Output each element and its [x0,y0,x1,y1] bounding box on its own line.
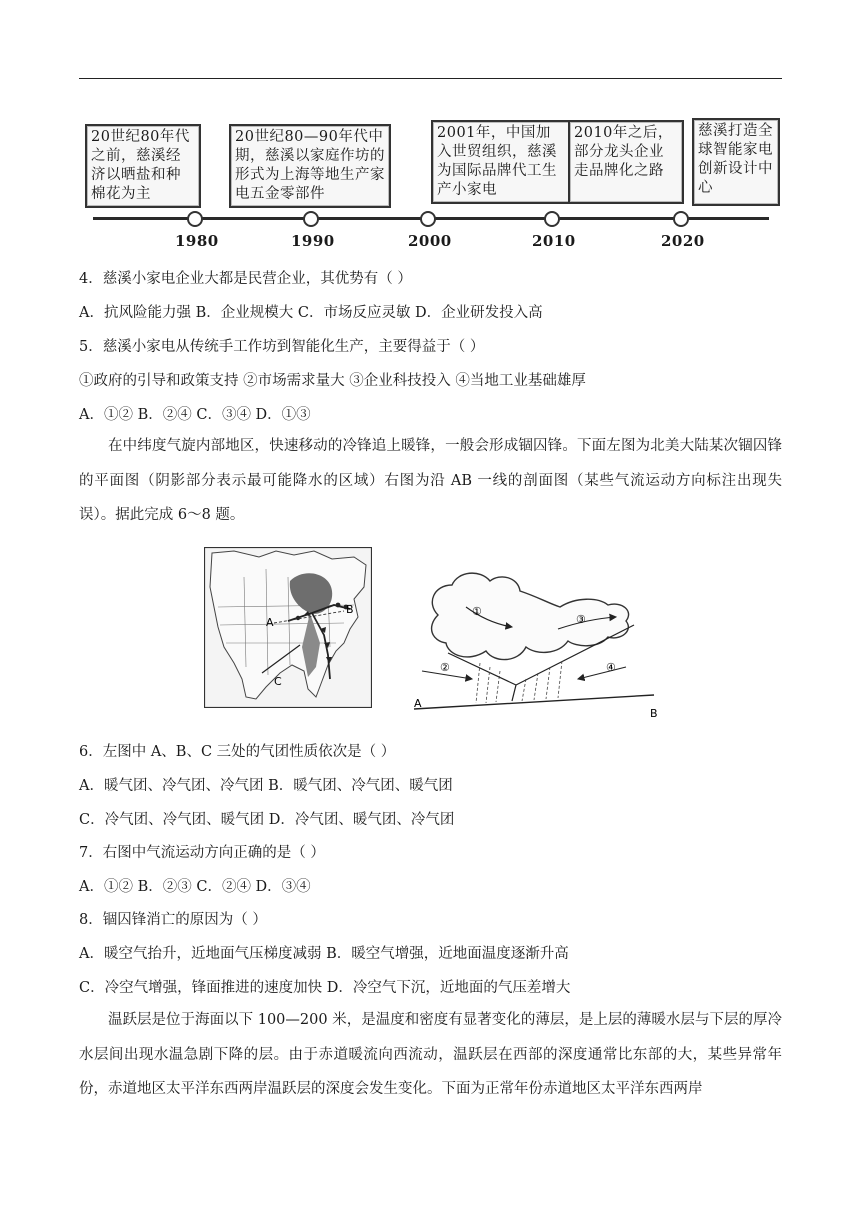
timeline-year: 2020 [661,232,705,250]
rain-hatching [476,661,562,703]
timeline-event-2000: 2001年，中国加入世贸组织，慈溪为国际品牌代工生产小家电 [431,120,571,204]
header-rule [79,78,782,79]
marker-3: ③ [576,613,586,626]
question-7-stem: 7．右图中气流运动方向正确的是（ ） [79,845,325,861]
timeline-event-2020: 慈溪打造全球智能家电创新设计中心 [692,118,780,206]
passage-thermocline: 温跃层是位于海面以下 100—200 米，是温度和密度有显著变化的薄层，是上层的薄暖水层与下层的厚冷水层间出现水温急剧下降的层。由于赤道暖流向西流动，温跃层在西部的深度通常比东部的大，某些异常年份，赤道地区太平洋东西两岸温跃层的深度会发生变化。下面为正常年份赤道地区太平洋东西两岸 [79,1012,782,1097]
cross-section-figure [408,545,663,721]
map-label-c: C [274,675,282,688]
front-base [512,685,516,701]
cloud-outline [432,573,629,659]
timeline-node [303,211,319,227]
timeline-node [673,211,689,227]
question-6-stem: 6．左图中 A、B、C 三处的气团性质依次是（ ） [79,744,396,760]
timeline-year: 2000 [408,232,452,250]
timeline-year: 1980 [175,232,219,250]
question-4-options: A．抗风险能力强 B．企业规模大 C．市场反应灵敏 D．企业研发投入高 [79,305,543,321]
section-label-b: B [650,707,658,720]
question-5-stem: 5．慈溪小家电从传统手工作坊到智能化生产，主要得益于（ ） [79,339,485,355]
timeline-node [544,211,560,227]
passage-occluded-front: 在中纬度气旋内部地区，快速移动的冷锋追上暖锋，一般会形成锢囚锋。下面左图为北美大陆某次锢囚锋的平面图（阴影部分表示最可能降水的区域）右图为沿 AB 一线的剖面图（某些气流运动方向标注出现失误）。据此完成 6～8 题。 [79,438,782,523]
marker-4: ④ [606,661,616,674]
timeline-event-2010: 2010年之后，部分龙头企业走品牌化之路 [568,120,684,204]
timeline-year: 1990 [291,232,335,250]
timeline-event-1980: 20世纪80年代之前，慈溪经济以晒盐和种棉花为主 [85,124,201,208]
marker-1: ① [472,605,482,618]
timeline-year: 2010 [532,232,576,250]
timeline-figure [79,110,782,252]
map-label-a: A [266,616,274,629]
question-8-options-2: C．冷空气增强，锋面推进的速度加快 D．冷空气下沉，近地面的气压差增大 [79,980,571,996]
timeline-node [187,211,203,227]
timeline-node [420,211,436,227]
timeline-event-1990: 20世纪80—90年代中期，慈溪以家庭作坊的形式为上海等地生产家电五金零部件 [229,124,391,208]
section-label-a: A [414,697,422,710]
marker-2: ② [440,661,450,674]
question-8-options-1: A．暖空气抬升，近地面气压梯度减弱 B．暖空气增强，近地面温度逐渐升高 [79,946,569,962]
question-6-options-2: C．冷气团、冷气团、暖气团 D．冷气团、暖气团、冷气团 [79,812,455,828]
question-8-stem: 8．锢囚锋消亡的原因为（ ） [79,912,267,928]
question-6-options-1: A．暖气团、冷气团、冷气团 B．暖气团、冷气团、暖气团 [79,778,453,794]
flow-arrow-4 [578,667,626,679]
north-america-map-figure [204,547,372,708]
map-svg [204,547,372,708]
question-7-options: A．①② B．②③ C．②④ D．③④ [79,879,311,895]
ground-line [414,695,654,709]
question-4-stem: 4．慈溪小家电企业大都是民营企业，其优势有（ ） [79,271,412,287]
question-5-choices: ①政府的引导和政策支持 ②市场需求量大 ③企业科技投入 ④当地工业基础雄厚 [79,373,586,389]
question-5-options: A．①② B．②④ C．③④ D．①③ [79,407,311,423]
map-label-b: B [346,603,354,616]
section-svg [408,545,663,721]
